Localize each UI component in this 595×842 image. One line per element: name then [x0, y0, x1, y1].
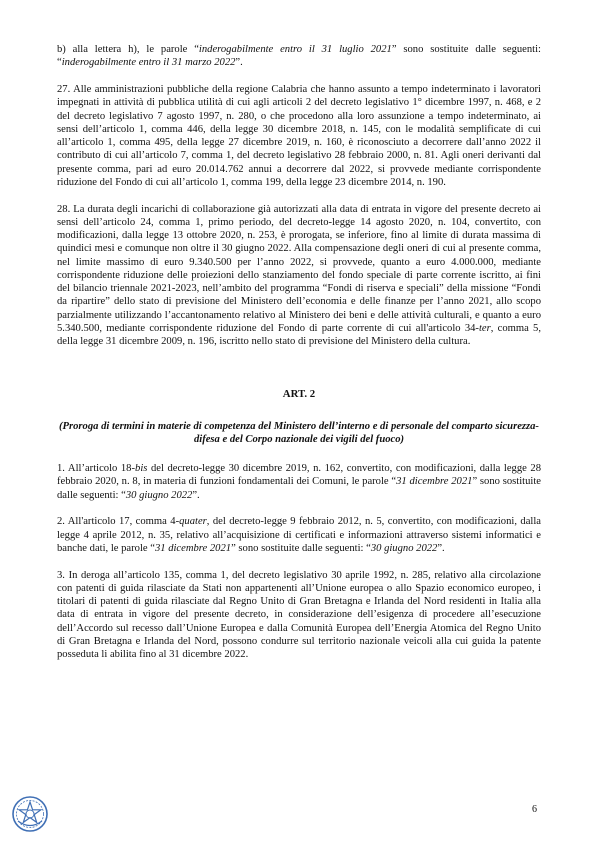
text-run: , del decreto-legge 9 febbraio 2012, n. 5, convertito, con modificazioni, dalla legge 4 aprile 2012, n. 35, relativo all’acquisizione di certificati e informazioni attraverso sistemi informatici e banche dati, le parole “: [57, 516, 541, 554]
text-run: 27. Alle amministrazioni pubbliche della regione Calabria che hanno assunto a tempo indeterminato i lavoratori impegnati in attività di pubblica utilità di cui agli articoli 2 del decreto legislativo 1° dicembre 1997, n. 468, e 2 del decreto legislativo 7 agosto 1997, n. 280, o che procedono alla loro assunzione a tempo indeterminato, ai sensi dell’articolo 1, comma 446, della legge 30 dicembre 2018, n. 145, con le modalità semplificate di cui all’articolo 1, comma 495, della legge 27 dicembre 2019, n. 160, è riconosciuto a decorrere dall’anno 2022 il contributo di cui all’articolo 7, comma 1, del decreto legislativo 28 febbraio 2000, n. 81. Agli oneri derivanti dal presente comma, pari ad euro 20.014.762 annui a decorrere dal 2022, si provvede mediante corrispondente riduzione del Fondo di cui all’articolo 1, comma 199, della legge 23 dicembre 2014, n. 190.: [57, 84, 541, 188]
article-2-subtitle: (Proroga di termini in materie di competenza del Ministero dell’interno e di personale del comparto sicurezza-difesa e del Corpo nazionale dei vigili del fuoco): [59, 420, 539, 445]
text-run: inderogabilmente entro il 31 luglio 2021: [198, 44, 392, 55]
document-body: [57, 43, 541, 675]
text-run: ” sono sostituite dalle seguenti: “: [57, 476, 541, 501]
italian-republic-emblem-icon: [10, 794, 50, 834]
text-run: 28. La durata degli incarichi di collaborazione già autorizzati alla data di entrata in vigore del presente decreto ai sensi dell’articolo 24, comma 1, primo periodo, del decreto-legge 14 agosto 2020, n. 104, convertito, con modificazioni, dalla legge 13 ottobre 2020, n. 253, è prorogata, se inferiore, fino al limite di durata massima di quindici mesi e comunque non oltre il 30 giugno 2022. Alla compensazione degli oneri di cui al presente comma, nel limite massimo di euro 9.340.500 per l’anno 2022, si provvede, quanto a euro 4.000.000, mediante corrispondente riduzione delle proiezioni dello stanziamento del fondo speciale di parte corrente iscritto, ai fini del bilancio triennale 2021-2023, nell’ambito del programma “Fondi di riserva e speciali” della missione “Fondi da ripartire” dello stato di previsione del Ministero dell’economia e delle finanze per l’anno 2021, allo scopo parzialmente utilizzando l’accantonamento relativo al Ministero dei beni e delle attività culturali, e quanto a euro 5.340.500, mediante corrispondente riduzione del Fondo di parte corrente di cui all'articolo 34-: [57, 203, 541, 334]
article-2-paragraph-2: [57, 515, 541, 555]
article-2-paragraph-3: [57, 569, 541, 662]
text-run: quater: [179, 516, 207, 528]
paragraph-b-lettera-h: [57, 43, 541, 70]
text-run: 2. All'articolo 17, comma 4-: [57, 516, 180, 528]
text-run: , comma 5, della legge 31 dicembre 2009, n. 196, iscritto nello stato di previsione del Ministero della cultura.: [57, 322, 541, 347]
text-run: 3. In deroga all’articolo 135, comma 1, del decreto legislativo 30 aprile 1992, n. 285, relativo alla circolazione con patenti di guida rilasciate da Stati non appartenenti all’Unione europea o allo Spazio economico europeo, i titolari di patenti di guida rilasciate dal Regno Unito di Gran Bretagna e Irlanda del Nord residenti in Italia alla data di entrata in vigore del presente decreto, in considerazione dell’esigenza di procedere all’esecuzione dell’Accordo sul recesso dall’Unione Europea e dalla Comunità Europea dell’Energia Atomica del Regno Unito di Gran Bretagna e Irlanda del Nord, possono condurre sul territorio nazionale veicoli alla cui guida la patente posseduta li abilita fino al 31 dicembre 2022.: [57, 569, 541, 660]
text-run: ”.: [235, 57, 243, 69]
text-run: 30 giugno 2022: [125, 489, 193, 501]
paragraph-28: [57, 203, 541, 349]
text-run: b) alla lettera h), le parole “: [57, 44, 199, 55]
text-run: ter: [478, 322, 491, 334]
page-number: 6: [532, 804, 537, 815]
article-2-paragraph-1: [57, 462, 541, 502]
text-run: 31 dicembre 2021: [154, 542, 232, 554]
text-run: ”.: [437, 542, 445, 554]
text-run: ” sono sostituite dalle seguenti: “: [231, 542, 371, 554]
text-run: ” sono sostituite dalle seguenti: “: [57, 44, 542, 69]
article-2-heading: ART. 2: [282, 388, 316, 401]
paragraph-27: [57, 83, 541, 189]
text-run: 1. All’articolo 18-: [57, 463, 136, 474]
text-run: 30 giugno 2022: [370, 542, 438, 554]
text-run: ”.: [192, 489, 200, 501]
text-run: 31 dicembre 2021: [396, 476, 473, 488]
text-run: bis: [135, 463, 148, 474]
text-run: del decreto-legge 30 dicembre 2019, n. 162, convertito, con modificazioni, dalla legge 28 febbraio 2020, n. 8, in materia di funzioni fondamentali dei Comuni, le parole “: [57, 463, 541, 488]
text-run: inderogabilmente entro il 31 marzo 2022: [61, 57, 236, 69]
